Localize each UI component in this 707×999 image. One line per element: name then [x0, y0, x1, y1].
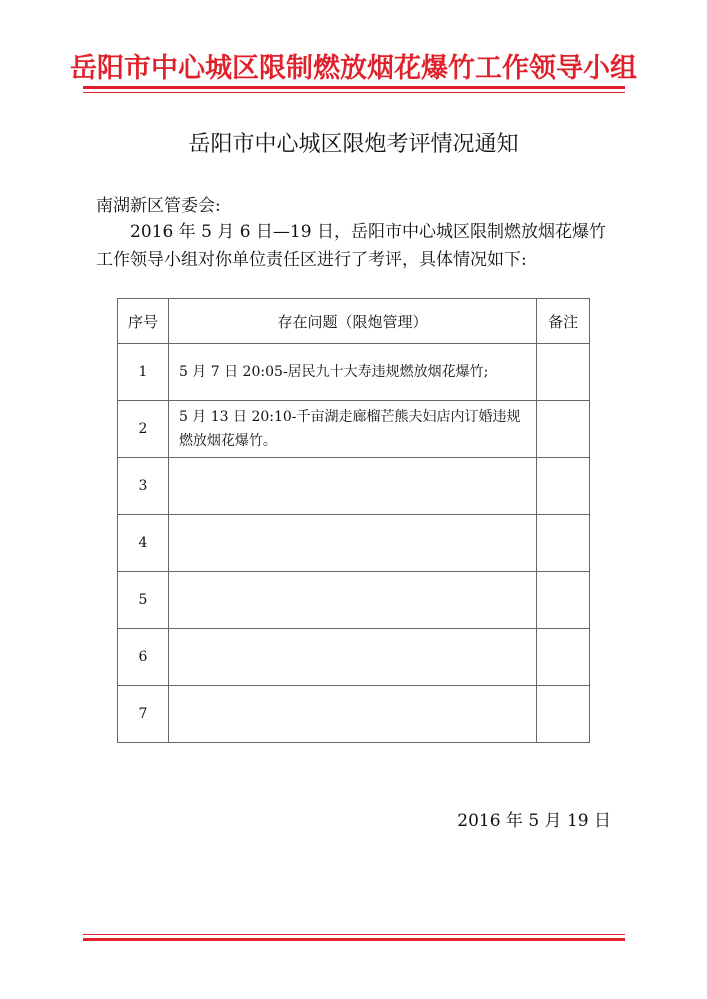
row-issue — [168, 458, 536, 515]
row-note — [537, 515, 590, 572]
table-row — [118, 629, 590, 686]
row-note — [537, 686, 590, 743]
table-row — [118, 686, 590, 743]
footer-rule-thin — [83, 934, 625, 935]
table-row — [118, 515, 590, 572]
row-issue: 5 月 7 日 20:05-居民九十大寿违规燃放烟花爆竹; — [168, 344, 536, 401]
row-no: 3 — [118, 458, 169, 515]
footer-rule-thick — [83, 938, 625, 941]
recipient: 南湖新区管委会: — [96, 196, 221, 216]
row-no: 7 — [118, 686, 169, 743]
row-note — [537, 629, 590, 686]
header-issue: 存在问题（限炮管理） — [168, 299, 536, 344]
header-no: 序号 — [118, 299, 169, 344]
row-no: 1 — [118, 344, 169, 401]
table-row — [118, 344, 590, 401]
document-date: 2016 年 5 月 19 日 — [457, 811, 611, 831]
table-row — [118, 401, 590, 458]
row-note — [537, 344, 590, 401]
header-note: 备注 — [537, 299, 590, 344]
body-paragraph: 2016 年 5 月 6 日—19 日，岳阳市中心城区限制燃放烟花爆竹工作领导小组对你单位责任区进行了考评，具体情况如下: — [96, 222, 606, 270]
row-issue — [168, 572, 536, 629]
row-no: 5 — [118, 572, 169, 629]
review-table — [117, 298, 590, 743]
row-issue — [168, 515, 536, 572]
row-note — [537, 401, 590, 458]
row-no: 6 — [118, 629, 169, 686]
row-issue — [168, 686, 536, 743]
row-no: 2 — [118, 401, 169, 458]
table-row — [118, 458, 590, 515]
table-row — [118, 572, 590, 629]
letterhead-title: 岳阳市中心城区限制燃放烟花爆竹工作领导小组 — [70, 53, 637, 84]
letterhead-rule-thin — [83, 92, 625, 93]
letterhead-rule-thick — [83, 86, 625, 89]
row-issue — [168, 629, 536, 686]
row-note — [537, 572, 590, 629]
row-note — [537, 458, 590, 515]
row-no: 4 — [118, 515, 169, 572]
row-issue: 5 月 13 日 20:10-千亩湖走廊榴芒熊夫妇店内订婚违规燃放烟花爆竹。 — [168, 401, 536, 458]
table-header-row — [118, 299, 590, 344]
document-title: 岳阳市中心城区限炮考评情况通知 — [188, 132, 519, 157]
